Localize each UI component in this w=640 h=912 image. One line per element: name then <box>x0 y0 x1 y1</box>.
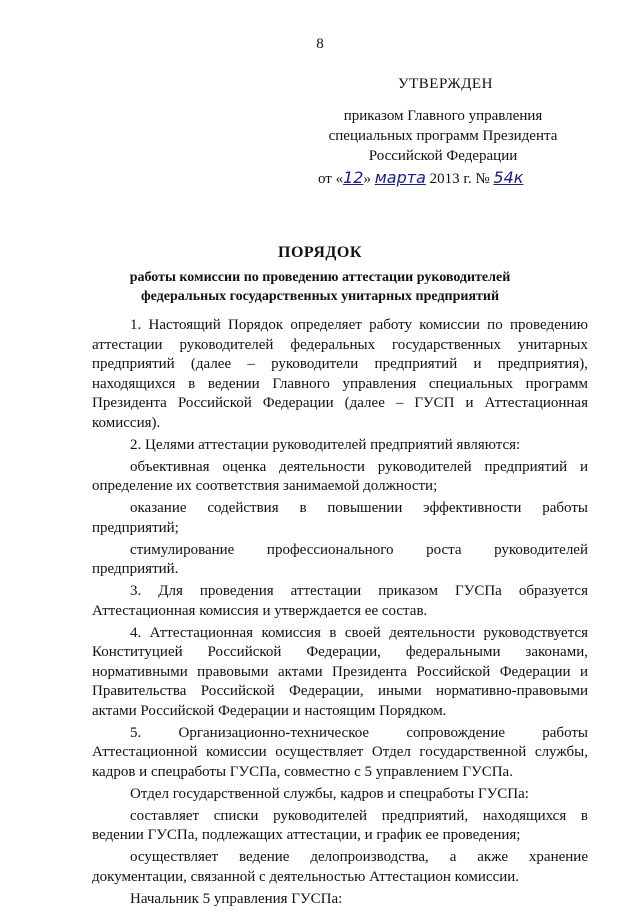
document-title: ПОРЯДОК <box>278 244 362 261</box>
date-prefix: от « <box>318 171 344 187</box>
paragraph: составляет списки руководителей предприятий, находящихся в ведении ГУСПа, подлежащих аттестации, и график ее проведения; <box>92 807 588 843</box>
date-mid: » <box>363 171 375 187</box>
approval-block <box>318 74 618 189</box>
paragraph: 2. Целями аттестации руководителей предприятий являются: <box>130 436 521 453</box>
approval-line: специальных программ Президента <box>328 128 558 144</box>
paragraph: стимулирование профессионального роста руководителей предприятий. <box>92 541 588 577</box>
approval-line: Российской Федерации <box>368 148 518 164</box>
handwritten-doc-number: 54к <box>493 168 524 187</box>
page-number: 8 <box>316 36 324 52</box>
subtitle-text: работы комиссии по проведению аттестации руководителей федеральных государственных унитарных предприятий <box>129 270 511 304</box>
paragraph: оказание содействия в повышении эффективности работы предприятий; <box>92 500 588 536</box>
approval-line: приказом Главного управления <box>343 108 543 124</box>
paragraph: объективная оценка деятельности руководителей предприятий и определение их соответствия занимаемой должности; <box>92 458 588 494</box>
paragraph: Отдел государственной службы, кадров и спецработы ГУСПа: <box>130 785 529 802</box>
handwritten-day: 12 <box>343 168 364 187</box>
paragraph: 1. Настоящий Порядок определяет работу комиссии по проведению аттестации руководителей федеральных государственных унитарных предприятий (далее – руководители предприятий и предприятия), находящихся в ведении Главного управления специальных программ Президента Российской Федерации (далее – ГУСП и Аттестационная комиссия). <box>92 317 588 431</box>
paragraph: Начальник 5 управления ГУСПа: <box>130 890 343 907</box>
handwritten-month: марта <box>374 168 426 187</box>
document-heading <box>0 244 640 306</box>
paragraph: осуществляет ведение делопроизводства, а акже хранение документации, связанной с деятельностью Аттестацион комиссии. <box>92 849 588 885</box>
paragraph: 5. Организационно-техническое сопровождение работы Аттестационной комиссии осуществляет Отдел государственной службы, кадров и спецработы ГУСПа, совместно с 5 управлением ГУСПа. <box>92 724 588 780</box>
approval-stamp: УТВЕРЖДЕН <box>398 76 493 92</box>
paragraph: 4. Аттестационная комиссия в своей деятельности руководствуется Конституцией Российской Федерации, федеральными законами, нормативными правовыми актами Президента Российской Федерации и Правительства Российской Федерации, иными нормативно-правовыми актами Российской Федерации и настоящим Порядком. <box>92 624 588 719</box>
document-body <box>92 316 588 912</box>
date-year: 2013 г. № <box>425 171 494 187</box>
approval-date-line <box>318 168 618 189</box>
paragraph: 3. Для проведения аттестации приказом ГУСПа образуется Аттестационная комиссия и утверждается ее состав. <box>92 583 588 619</box>
document-subtitle <box>0 268 640 306</box>
